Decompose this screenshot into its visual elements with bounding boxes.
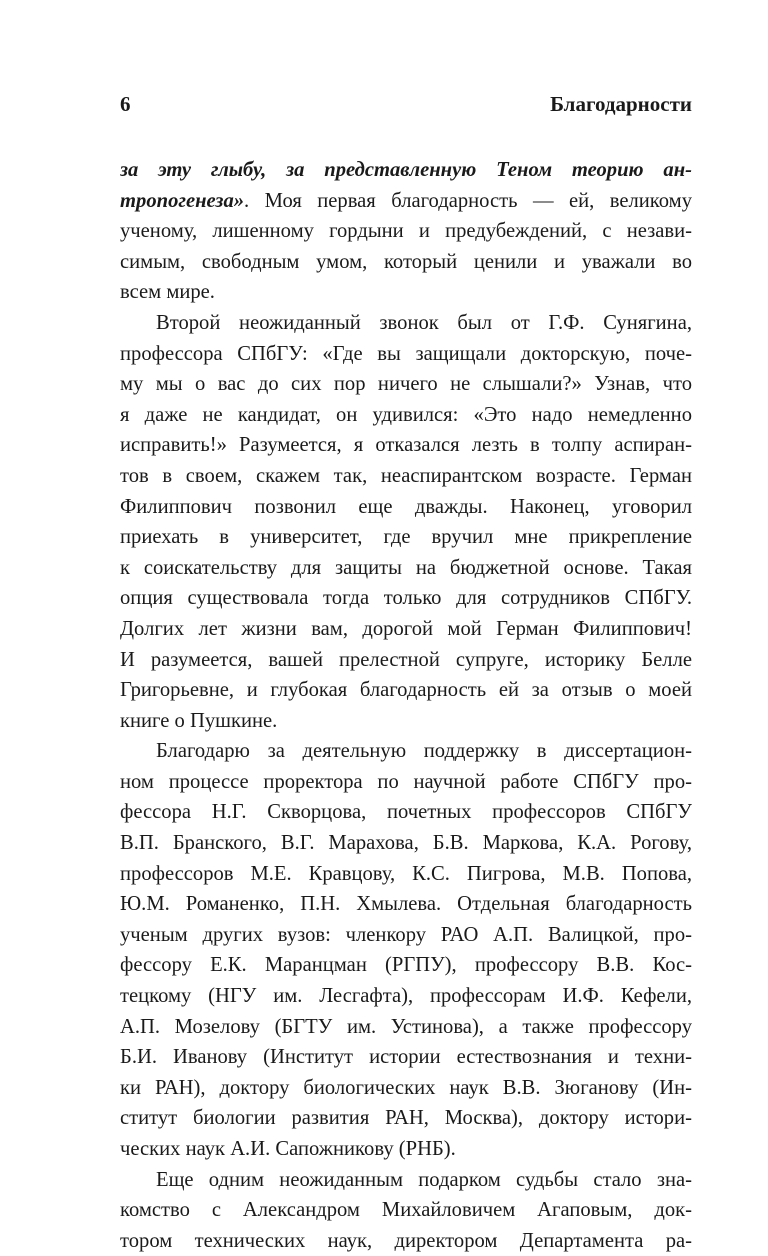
paragraph xyxy=(120,155,692,308)
page-number: 6 xyxy=(120,92,131,116)
text-run: . Моя первая благодарность — ей, великому xyxy=(244,189,692,212)
text-run: Б.И. Иванову (Институт истории естествознания и техни- xyxy=(120,1046,692,1069)
text-line xyxy=(120,797,692,828)
text-line xyxy=(120,492,692,523)
text-line xyxy=(120,522,692,553)
text-line xyxy=(120,186,692,217)
text-run: симым, свободным умом, который ценили и уважали во xyxy=(120,250,692,273)
text-run: А.П. Мозелову (БГТУ им. Устинова), а также профессору xyxy=(120,1015,692,1038)
text-run: приехать в университет, где вручил мне прикрепление xyxy=(120,526,692,549)
text-run: к соискательству для защиты на бюджетной основе. Такая xyxy=(120,556,692,579)
text-run: В.П. Бранского, В.Г. Марахова, Б.В. Маркова, К.А. Рогову, xyxy=(120,832,692,855)
text-run: му мы о вас до сих пор ничего не слышали?» Узнав, что xyxy=(120,373,692,396)
text-line xyxy=(120,339,692,370)
text-line xyxy=(120,308,692,339)
text-run: ческих наук А.И. Сапожникову (РНБ). xyxy=(120,1138,456,1160)
text-run: опция существовала тогда только для сотрудников СПбГУ. xyxy=(120,587,692,610)
text-run: Еще одним неожиданным подарком судьбы стало зна- xyxy=(156,1168,692,1191)
text-line xyxy=(120,828,692,859)
text-line xyxy=(120,461,692,492)
text-run: ученому, лишенному гордыни и предубеждений, с незави- xyxy=(120,220,692,243)
text-run: ном процессе проректора по научной работе СПбГУ про- xyxy=(120,770,692,793)
text-line xyxy=(120,950,692,981)
text-line xyxy=(120,614,692,645)
text-run: Долгих лет жизни вам, дорогой мой Герман Филиппович! xyxy=(120,617,692,640)
text-run: ки РАН), доктору биологических наук В.В. Зюганову (Ин- xyxy=(120,1076,692,1099)
text-line xyxy=(120,583,692,614)
text-line xyxy=(120,675,692,706)
text-line xyxy=(120,767,692,798)
section-title: Благодарности xyxy=(550,92,692,116)
text-line xyxy=(120,1103,692,1134)
text-run: ститут биологии развития РАН, Москва), доктору истори- xyxy=(120,1107,692,1130)
text-run: Ю.М. Романенко, П.Н. Хмылева. Отдельная благодарность xyxy=(120,893,692,916)
text-run: исправить!» Разумеется, я отказался лезть в толпу аспиран- xyxy=(120,434,692,457)
text-line xyxy=(120,889,692,920)
running-head xyxy=(120,92,692,122)
text-line xyxy=(120,1134,692,1165)
text-run: тором технических наук, директором Департамента ра- xyxy=(120,1229,692,1252)
text-line xyxy=(120,400,692,431)
text-line xyxy=(120,369,692,400)
text-run: комство с Александром Михайловичем Агаповым, док- xyxy=(120,1199,692,1222)
text-line xyxy=(120,1073,692,1104)
paragraph xyxy=(120,736,692,1164)
body-text xyxy=(120,155,692,1256)
text-line xyxy=(120,553,692,584)
text-line xyxy=(120,1165,692,1196)
text-run: книге о Пушкине. xyxy=(120,709,278,732)
text-run: фессора Н.Г. Скворцова, почетных профессоров СПбГУ xyxy=(120,801,692,824)
text-line xyxy=(120,247,692,278)
text-run: я даже не кандидат, он удивился: «Это надо немедленно xyxy=(120,403,692,426)
text-line xyxy=(120,1042,692,1073)
text-run: Второй неожиданный звонок был от Г.Ф. Сунягина, xyxy=(156,311,692,334)
paragraph xyxy=(120,1165,692,1256)
text-run: Филиппович позвонил еще дважды. Наконец, уговорил xyxy=(120,495,692,518)
emphasized-text: за эту глыбу, за представленную Теном теорию ан- xyxy=(120,159,692,181)
emphasized-text: тропогенеза» xyxy=(120,189,245,212)
text-line xyxy=(120,216,692,247)
text-run: Благодарю за деятельную поддержку в диссертацион- xyxy=(156,740,692,763)
text-run: Григорьевне, и глубокая благодарность ей за отзыв о моей xyxy=(120,679,692,702)
text-line xyxy=(120,277,692,308)
text-line xyxy=(120,430,692,461)
text-run: И разумеется, вашей прелестной супруге, историку Белле xyxy=(120,648,692,671)
text-run: фессору Е.К. Маранцман (РГПУ), профессору В.В. Кос- xyxy=(120,954,692,977)
text-line xyxy=(120,736,692,767)
text-line xyxy=(120,1195,692,1226)
text-line xyxy=(120,859,692,890)
text-line xyxy=(120,920,692,951)
text-line xyxy=(120,1012,692,1043)
paragraph xyxy=(120,308,692,736)
text-run: всем мире. xyxy=(120,281,215,304)
text-run: профессоров М.Е. Кравцову, К.С. Пигрова, М.В. Попова, xyxy=(120,862,692,885)
text-run: тецкому (НГУ им. Лесгафта), профессорам И.Ф. Кефели, xyxy=(120,985,692,1008)
text-line xyxy=(120,706,692,737)
text-run: тов в своем, скажем так, неаспирантском возрасте. Герман xyxy=(120,464,692,487)
text-line xyxy=(120,645,692,676)
text-line xyxy=(120,981,692,1012)
text-run: профессора СПбГУ: «Где вы защищали докторскую, поче- xyxy=(120,342,692,365)
text-line xyxy=(120,155,692,186)
text-run: ученым других вузов: членкору РАО А.П. Валицкой, про- xyxy=(120,923,692,946)
